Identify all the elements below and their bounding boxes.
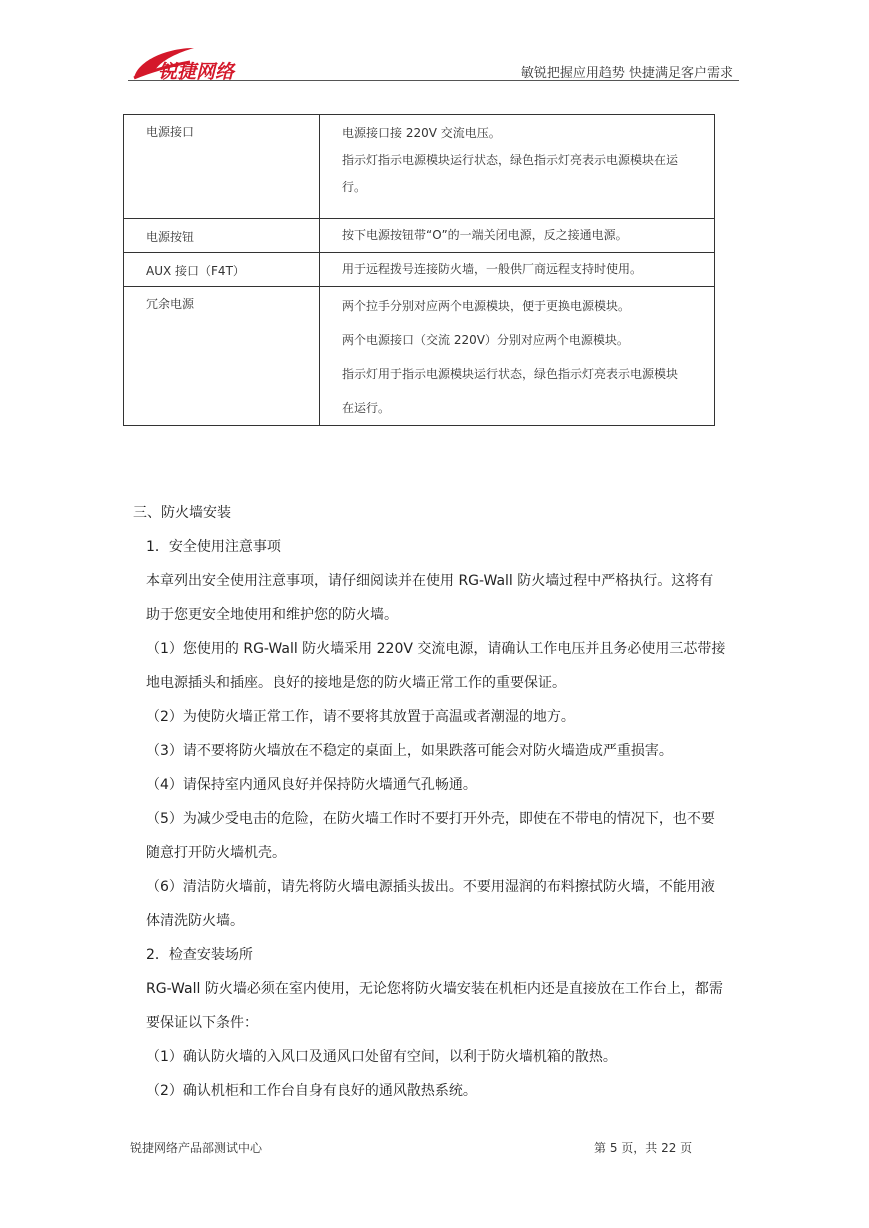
description-line: 两个电源接口（交流 220V）分别对应两个电源模块。 xyxy=(342,333,629,347)
paragraph-line: （1）确认防火墙的入风口及通风口处留有空间，以利于防火墙机箱的散热。 xyxy=(146,1049,617,1065)
row-name: 冗余电源 xyxy=(124,287,320,426)
paragraph-line: （6）清洁防火墙前，请先将防火墙电源插头拔出。不要用湿润的布料擦拭防火墙，不能用液 xyxy=(146,879,715,895)
table-row xyxy=(124,115,715,219)
table-row xyxy=(124,253,715,287)
paragraph-line: （5）为减少受电击的危险，在防火墙工作时不要打开外壳，即使在不带电的情况下，也不要 xyxy=(146,811,715,827)
description-line: 电源接口接 220V 交流电压。 xyxy=(342,126,501,140)
header-slogan: 敏锐把握应用趋势 快捷满足客户需求 xyxy=(520,66,733,81)
row-description xyxy=(320,219,715,253)
row-name: AUX 接口（F4T） xyxy=(124,253,320,287)
row-name: 电源按钮 xyxy=(124,219,320,253)
section-title: 三、防火墙安装 xyxy=(133,505,231,521)
footer-page-number: 第 5 页，共 22 页 xyxy=(594,1141,693,1155)
company-logo xyxy=(128,42,278,84)
header-divider xyxy=(128,80,739,81)
subsection-title: 1．安全使用注意事项 xyxy=(146,539,281,555)
paragraph-line: 体清洗防火墙。 xyxy=(146,913,244,929)
description-line: 行。 xyxy=(342,180,367,194)
paragraph-line: 本章列出安全使用注意事项，请仔细阅读并在使用 RG-Wall 防火墙过程中严格执行。这将有 xyxy=(146,573,714,589)
paragraph-line: （4）请保持室内通风良好并保持防火墙通气孔畅通。 xyxy=(146,777,477,793)
paragraph-line: （3）请不要将防火墙放在不稳定的桌面上，如果跌落可能会对防火墙造成严重损害。 xyxy=(146,743,673,759)
paragraph-line: 要保证以下条件： xyxy=(146,1015,258,1031)
svg-text:锐捷网络: 锐捷网络 xyxy=(158,61,235,83)
description-line: 两个拉手分别对应两个电源模块，便于更换电源模块。 xyxy=(342,299,631,313)
description-line: 指示灯指示电源模块运行状态，绿色指示灯亮表示电源模块在运 xyxy=(342,153,679,167)
table-row xyxy=(124,287,715,426)
paragraph-line: 地电源插头和插座。良好的接地是您的防火墙正常工作的重要保证。 xyxy=(146,675,566,691)
paragraph-line: 助于您更安全地使用和维护您的防火墙。 xyxy=(146,607,398,623)
paragraph-line: （2）确认机柜和工作台自身有良好的通风散热系统。 xyxy=(146,1083,477,1099)
description-line: 按下电源按钮带“O”的一端关闭电源，反之接通电源。 xyxy=(342,228,628,242)
row-description xyxy=(320,287,715,426)
description-line: 指示灯用于指示电源模块运行状态，绿色指示灯亮表示电源模块 xyxy=(342,367,679,381)
row-description xyxy=(320,253,715,287)
paragraph-line: RG-Wall 防火墙必须在室内使用，无论您将防火墙安装在机柜内还是直接放在工作台上，都需 xyxy=(146,981,723,997)
paragraph-line: （1）您使用的 RG-Wall 防火墙采用 220V 交流电源，请确认工作电压并且务必使用三芯带接 xyxy=(146,641,726,657)
description-line: 在运行。 xyxy=(342,401,391,415)
row-name: 电源接口 xyxy=(124,115,320,219)
installation-section xyxy=(133,496,743,1108)
description-line: 用于远程拨号连接防火墙，一般供厂商远程支持时使用。 xyxy=(342,262,643,276)
footer-department: 锐捷网络产品部测试中心 xyxy=(130,1141,263,1155)
paragraph-line: 随意打开防火墙机壳。 xyxy=(146,845,286,861)
logo-swoosh-icon xyxy=(128,42,278,84)
table-row xyxy=(124,219,715,253)
subsection-title: 2．检查安装场所 xyxy=(146,947,253,963)
paragraph-line: （2）为使防火墙正常工作，请不要将其放置于高温或者潮湿的地方。 xyxy=(146,709,575,725)
power-spec-table xyxy=(123,114,715,426)
row-description xyxy=(320,115,715,219)
